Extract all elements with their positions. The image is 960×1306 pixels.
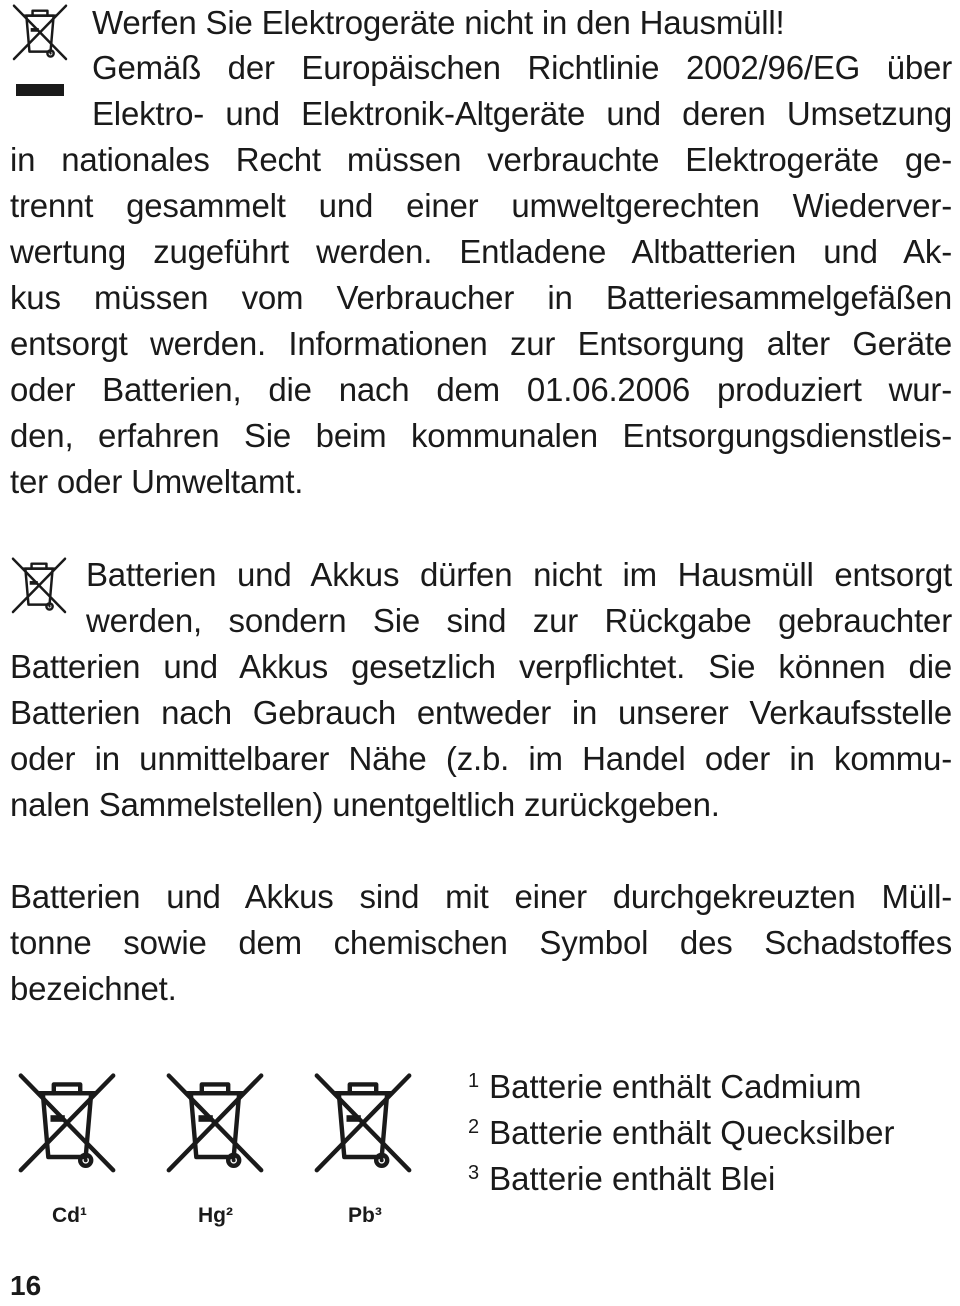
text-line: oder Batterien, die nach dem 01.06.2006 produziert wur- — [10, 371, 952, 408]
text-line: kus müssen vom Verbraucher in Batteriesammelgefäßen — [10, 279, 952, 316]
text-line: Elektro- und Elektronik-Altgeräte und deren Umsetzung — [92, 95, 952, 132]
legend-text: Batterie enthält Blei — [489, 1160, 776, 1197]
text-line: Batterien nach Gebrauch entweder in unserer Verkaufsstelle — [10, 694, 952, 731]
text-line: entsorgt werden. Informationen zur Entsorgung alter Geräte — [10, 325, 952, 362]
mercury-symbol-label: Hg² — [198, 1204, 233, 1227]
crossed-out-wheelie-bin-icon — [308, 1064, 418, 1184]
text-line: nalen Sammelstellen) unentgeltlich zurückgeben. — [10, 786, 720, 823]
text-line: Batterien und Akkus gesetzlich verpflichtet. Sie können die — [10, 648, 952, 685]
text-line: in nationales Recht müssen verbrauchte Elektrogeräte ge- — [10, 141, 952, 178]
crossed-out-wheelie-bin-icon — [8, 553, 70, 619]
legend-item-cadmium — [468, 1058, 861, 1104]
text-line: Werfen Sie Elektrogeräte nicht in den Hausmüll! — [92, 4, 785, 41]
legend-number: 1 — [468, 1070, 480, 1092]
text-line: Gemäß der Europäischen Richtlinie 2002/96/EG über — [92, 49, 952, 86]
text-line: Batterien und Akkus sind mit einer durchgekreuzten Müll- — [10, 878, 952, 915]
text-line: tonne sowie dem chemischen Symbol des Schadstoffes — [10, 924, 952, 961]
legend-number: 2 — [468, 1116, 480, 1138]
text-line: oder in unmittelbarer Nähe (z.b. im Handel oder in kommu- — [10, 740, 952, 777]
text-line: den, erfahren Sie beim kommunalen Entsorgungsdienstleis- — [10, 417, 952, 454]
crossed-out-wheelie-bin-icon — [160, 1064, 270, 1184]
text-line: bezeichnet. — [10, 970, 177, 1007]
text-line: trennt gesammelt und einer umweltgerechten Wiederver- — [10, 187, 952, 224]
bar-marking-icon — [16, 84, 64, 96]
legend-number: 3 — [468, 1162, 480, 1184]
text-line: ter oder Umweltamt. — [10, 463, 304, 500]
crossed-out-wheelie-bin-icon — [12, 1064, 122, 1184]
text-line: Batterien und Akkus dürfen nicht im Hausmüll entsorgt — [86, 556, 952, 593]
crossed-out-wheelie-bin-icon — [8, 2, 72, 64]
lead-symbol-label: Pb³ — [348, 1204, 382, 1227]
legend-item-lead — [468, 1150, 775, 1196]
text-line: wertung zugeführt werden. Entladene Altbatterien und Ak- — [10, 233, 952, 270]
legend-item-mercury — [468, 1104, 895, 1150]
cadmium-symbol-label: Cd¹ — [52, 1204, 87, 1227]
legend-text: Batterie enthält Cadmium — [489, 1068, 862, 1105]
legend-text: Batterie enthält Quecksilber — [489, 1114, 895, 1151]
page-number: 16 — [10, 1270, 42, 1301]
text-line: werden, sondern Sie sind zur Rückgabe gebrauchter — [86, 602, 952, 639]
